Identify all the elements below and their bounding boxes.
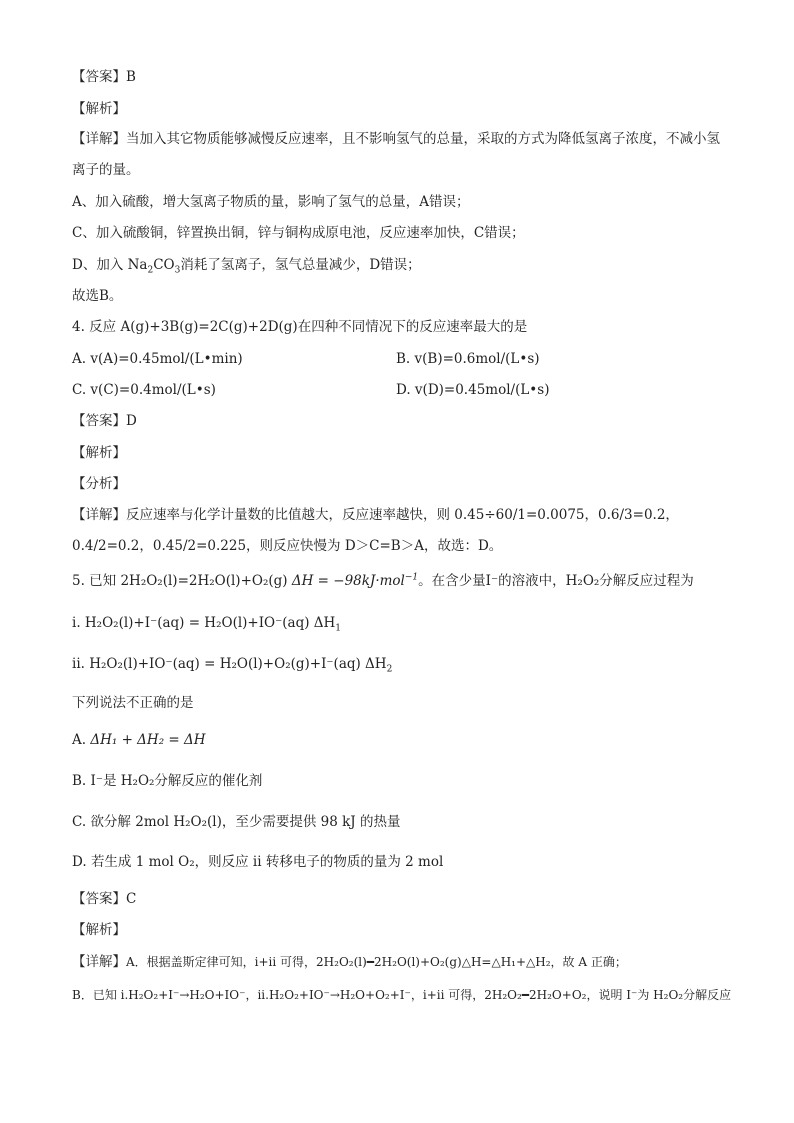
q5-detail-a: 【详解】A．根据盖斯定律可知，i+ii 可得，2H₂O₂(l)━2H₂O(l)+O₂(g)△H=△H₁+△H₂，故 A 正确；: [72, 954, 627, 970]
q4-analysis-label: 【解析】: [72, 445, 126, 461]
q4-detail-line2: 0.4/2=0.2，0.45/2=0.225，则反应快慢为 D＞C=B＞A，故选：D。: [72, 538, 503, 554]
q3-answer-line: [72, 68, 136, 86]
q5-stem: 5. 已知 2H₂O₂(l)=2H₂O(l)+O₂(g) ΔH = −98kJ·mol$^{-1}$。在含少量I⁻的溶液中，H₂O₂分解反应过程为: [72, 572, 694, 589]
detail-text: 当加入其它物质能够减慢反应速率，且不影响氢气的总量，采取的方式为降低氢离子浓度，不减小氢离子的量。: [72, 131, 720, 178]
q5-option-c: C. 欲分解 2mol H₂O₂(l)，至少需要提供 98 kJ 的热量: [72, 814, 401, 830]
q5-answer-line: 【答案】C: [72, 891, 137, 907]
q4-stem: 4. 反应 A(g)+3B(g)=2C(g)+2D(g)在四种不同情况下的反应速率最大的是: [72, 319, 528, 335]
q5-option-b: B. I⁻是 H₂O₂分解反应的催化剂: [72, 773, 263, 789]
q4-answer-line: 【答案】D: [72, 413, 137, 429]
q3-conclusion: 故选B。: [72, 288, 123, 304]
q3-analysis-label: 【解析】: [72, 101, 126, 117]
detail-label: 【详解】: [72, 131, 126, 147]
q4-detail-line1: 【详解】反应速率与化学计量数的比值越大，反应速率越快，则 0.45÷60/1=0.0075，0.6/3=0.2，: [72, 507, 679, 523]
q5-option-a: A. ΔH₁ + ΔH₂ = ΔH: [72, 732, 206, 748]
q4-option-b: B. v(B)=0.6mol/(L•s): [396, 351, 540, 367]
q4-option-c: C. v(C)=0.4mol/(L•s): [72, 382, 216, 398]
answer-label: 【答案】: [72, 69, 126, 85]
q5-analysis-label: 【解析】: [72, 922, 126, 938]
answer-value: B: [126, 69, 136, 85]
q5-option-d: D. 若生成 1 mol O₂，则反应 ii 转移电子的物质的量为 2 mol: [72, 854, 444, 870]
q5-detail-b: B．已知 i.H₂O₂+I⁻→H₂O+IO⁻，ii.H₂O₂+IO⁻→H₂O+O₂+I⁻，i+ii 可得，2H₂O₂━2H₂O+O₂，说明 I⁻为 H₂O₂分解反应: [72, 988, 732, 1002]
q4-fenxi-label: 【分析】: [72, 476, 126, 492]
q3-detail-paragraph: [72, 124, 727, 186]
q3-line-a: A、加入硫酸，增大氢离子物质的量，影响了氢气的总量，A错误；: [72, 194, 470, 210]
q3-line-c: C、加入硫酸铜，锌置换出铜，锌与铜构成原电池，反应速率加快，C错误；: [72, 225, 525, 241]
q5-step-i: i. H₂O₂(l)+I⁻(aq) = H₂O(l)+IO⁻(aq) $\Delta H_1$: [72, 615, 342, 634]
q4-option-a: A. v(A)=0.45mol/(L•min): [72, 351, 243, 367]
q4-option-d: D. v(D)=0.45mol/(L•s): [396, 382, 550, 398]
q5-question: 下列说法不正确的是: [72, 695, 194, 711]
q3-line-d: D、加入 $Na_2CO_3$消耗了氢离子，氢气总量减少，D错误；: [72, 257, 421, 276]
q5-step-ii: ii. H₂O₂(l)+IO⁻(aq) = H₂O(l)+O₂(g)+I⁻(aq) $\Delta H_2$: [72, 656, 393, 675]
